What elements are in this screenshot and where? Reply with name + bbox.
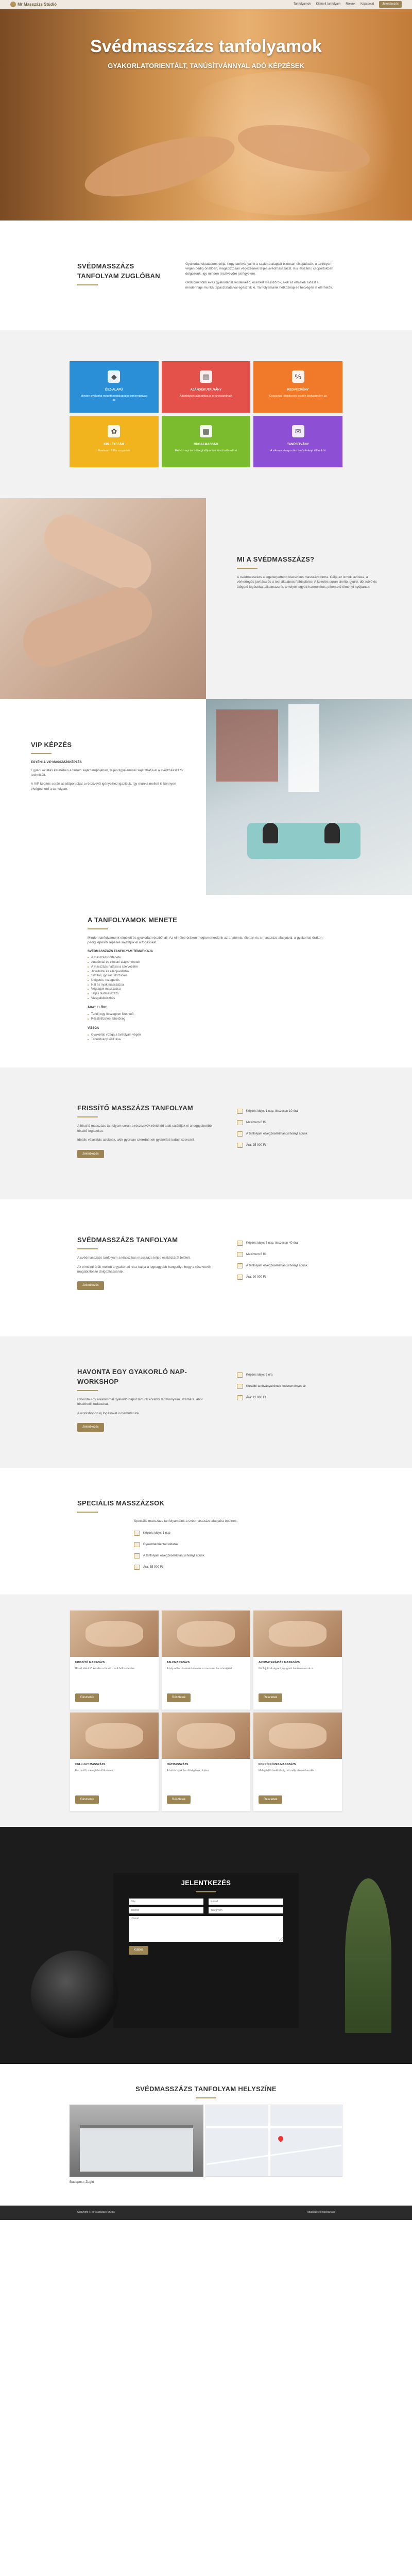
certificate-icon — [237, 1263, 243, 1268]
card-details-button[interactable]: Részletek — [75, 1795, 99, 1804]
feature-desc: Minden gyakorlat mögött megalapozott ismeretanyag áll — [80, 394, 147, 402]
hero-banner — [0, 9, 412, 221]
massage-card: FORRÓ KÖVES MASSZÁZS Melegített kövekkel végzett mélyrelaxáló kezelés. Részletek — [253, 1712, 342, 1812]
course-frissito — [0, 1067, 412, 1199]
contact-panel — [113, 1873, 299, 2028]
card-photo — [253, 1713, 342, 1759]
brand-name: Mr Masszázs Stúdió — [18, 2, 57, 7]
massage-card: FRISSÍTŐ MASSZÁZS Rövid, élénkítő kezelés a fáradt izmok felfrissítésére. Részletek — [70, 1610, 159, 1710]
about-title: MI A SVÉDMASSZÁZS? — [237, 555, 315, 564]
nav-signup-button[interactable]: Jelentkezés — [379, 1, 402, 8]
stones-image — [31, 1951, 118, 2038]
course-detail: Ára: 12 000 Ft — [237, 1395, 335, 1400]
feature-tile — [253, 416, 342, 467]
list-item: ■ A masszázs hatásai a szervezetre — [88, 965, 324, 970]
feature-title: ÉSZ-ALAPÚ — [105, 388, 123, 392]
course-detail: Maximum 6 fő — [237, 1252, 335, 1257]
card-photo — [70, 1611, 159, 1657]
group-icon — [237, 1252, 243, 1257]
card-details-button[interactable]: Részletek — [167, 1795, 191, 1804]
card-photo — [253, 1611, 342, 1657]
list-item: ■ Gyakorlati vizsga a tanfolyam végén — [88, 1033, 324, 1038]
certificate-icon: ✉ — [292, 425, 304, 437]
list-item: ■ Anatómiai és élettani alapismeretek — [88, 960, 324, 965]
special-detail: Ára: 35 000 Ft — [134, 1565, 335, 1570]
card-details-button[interactable]: Részletek — [167, 1693, 191, 1702]
intro-paragraph: Gyakorlati oktatásunk célja, hogy tanítványaink a szakma alapjait biztosan elsajátítsák, a tanfolyam végén pedig önállóan, magabiztosan végezzenek teljes svédmasszázst. Kis létszámú csoportokban dolgozunk, így minden résztvevőre jut figyelem. — [185, 262, 333, 276]
hero-subtitle: GYAKORLATORIENTÁLT, TANÚSÍTVÁNNYAL ADÓ KÉPZÉSEK — [108, 62, 304, 70]
contact-title: JELENTKEZÉS — [181, 1879, 231, 1887]
map-pin-icon[interactable] — [277, 2135, 284, 2142]
feature-tile — [70, 361, 159, 413]
feature-desc: Csoportos jelentkezés esetén kedvezmény jár — [269, 394, 327, 398]
vip-title: VIP KÉPZÉS — [31, 741, 72, 749]
card-photo — [70, 1713, 159, 1759]
card-details-button[interactable]: Részletek — [259, 1693, 282, 1702]
list-item: ■ Részletfizetési lehetőség — [88, 1017, 324, 1022]
hero-title: Svédmasszázs tanfolyamok — [90, 37, 322, 56]
price-icon — [237, 1275, 243, 1280]
list-item: ■ Vizsgafelkészítés — [88, 996, 324, 1001]
about-section — [0, 498, 412, 699]
feature-tile — [70, 416, 159, 467]
feature-tile — [162, 416, 251, 467]
calendar-icon: ▤ — [200, 425, 212, 437]
course-detail: Korábbi tanítványainknak kedvezményes ár — [237, 1384, 335, 1389]
course-detail: Képzés ideje: 5 nap, összesen 40 óra — [237, 1241, 335, 1246]
course-detail: A tanfolyam elvégzéséről tanúsítványt adunk — [237, 1131, 335, 1137]
feature-tile — [253, 361, 342, 413]
course-paragraph: A svédmasszázs tanfolyam a klasszikus masszázs teljes eszköztárát felöleli. — [77, 1256, 191, 1260]
list-item: ■ Javallatok és ellenjavallatok — [88, 970, 324, 974]
special-intro: Speciális masszázs tanfolyamaink a svédmasszázs alapjaira épülnek. — [134, 1519, 238, 1523]
building-photo — [70, 2105, 203, 2177]
lotus-icon: ✿ — [108, 425, 120, 437]
intro-paragraph: Oktatóink több éves gyakorlattal rendelkező, elismert masszőrök, akik az elméleti tudást a mindennapi munka tapasztalataival egészítik ki. Tanfolyamaink hétköznap és hétvégén is elérhetők. — [185, 281, 333, 290]
course-detail: Képzés ideje: 1 nap, összesen 10 óra — [237, 1109, 335, 1114]
feature-title: AJÁNDÉKUTALVÁNY — [190, 388, 222, 392]
nav-link-courses[interactable]: Tanfolyamok — [293, 3, 311, 6]
phone-field[interactable] — [129, 1907, 203, 1913]
vip-photo — [206, 699, 412, 895]
course-title: SVÉDMASSZÁZS TANFOLYAM — [77, 1236, 178, 1244]
list-item: ■ Hát és nyak masszázsa — [88, 983, 324, 988]
list-item: ■ Simítás, gyúrás, dörzsölés — [88, 974, 324, 978]
massage-photo — [0, 498, 206, 699]
steps-list-title: SVÉDMASSZÁZS TANFOLYAM TEMATIKÁJA — [88, 950, 153, 953]
feature-title: KIS LÉTSZÁM — [104, 443, 125, 447]
vip-subtitle: EGYÉNI & VIP MASSZÁZSKÉPZÉS — [31, 760, 82, 764]
list-item: ■ Teljes testmasszázs — [88, 992, 324, 996]
steps-intro: Minden tanfolyamunk elméleti és gyakorlati részből áll. Az elméleti órákon megismerkedünk az anatómia, élettan és a masszázs alapjaival, a gyakorlati órákon pedig lépésről lépésre sajátítjuk el a fogásokat. — [88, 936, 322, 945]
special-section — [0, 1468, 412, 1595]
gift-icon: ▦ — [200, 370, 212, 383]
steps-list — [88, 956, 324, 1001]
leaf-image — [345, 1878, 391, 2033]
massage-card: TALPMASSZÁZS A talp reflexzónáinak kezelése a szervezet harmóniájáért. Részletek — [161, 1610, 251, 1710]
diamond-icon: ◆ — [108, 370, 120, 383]
location-map[interactable] — [205, 2105, 342, 2177]
nav-link-about[interactable]: Rólunk — [346, 3, 355, 6]
list-item: ■ A masszázs története — [88, 956, 324, 960]
clock-icon — [134, 1531, 140, 1536]
feature-desc: A sikeres vizsga után tanúsítványt állítunk ki — [270, 449, 326, 452]
course-paragraph: A frissítő masszázs tanfolyam során a résztvevők rövid idő alatt sajátítják el a leggyakoribb frissítő fogásokat. — [77, 1124, 212, 1133]
course-paragraph: Az elméleti órák mellett a gyakorlati rész kapja a legnagyobb hangsúlyt, hogy a résztvevők magabiztosan dolgozhassanak. — [77, 1265, 212, 1274]
intro-section — [0, 221, 412, 330]
card-details-button[interactable]: Részletek — [75, 1693, 99, 1702]
message-field[interactable] — [129, 1916, 283, 1942]
massage-card: CELLULIT MASSZÁZS Feszesítő, méregtelenítő kezelés. Részletek — [70, 1712, 159, 1812]
contact-section — [0, 1827, 412, 2064]
vip-paragraph: A VIP képzés során az időpontokat a résztvevő igényeihez igazítjuk, így munka mellett is könnyen elvégezhető a tanfolyam. — [31, 782, 176, 791]
special-detail: Képzés ideje: 1 nap — [134, 1531, 335, 1536]
location-title: SVÉDMASSZÁZS TANFOLYAM HELYSZÍNE — [135, 2085, 277, 2093]
certificate-icon — [134, 1553, 140, 1558]
footer-copyright: Copyright © Mr Masszázs Stúdió — [77, 2210, 115, 2214]
special-cards — [0, 1595, 412, 1827]
footer-privacy-link[interactable]: Adatkezelési tájékoztató — [307, 2210, 335, 2214]
course-detail: Ára: 25 000 Ft — [237, 1143, 335, 1148]
course-detail: Ára: 90 000 Ft — [237, 1275, 335, 1280]
course-signup-button[interactable]: Jelentkezés — [77, 1281, 104, 1290]
feature-title: TANÚSÍTVÁNY — [287, 443, 309, 447]
clock-icon — [237, 1241, 243, 1246]
course-signup-button[interactable]: Jelentkezés — [77, 1150, 104, 1159]
course-detail: Maximum 6 fő — [237, 1120, 335, 1125]
clock-icon — [237, 1109, 243, 1114]
nav-link-featured[interactable]: Kiemelt tanfolyam — [316, 3, 341, 6]
logo-icon — [10, 2, 16, 7]
price-icon — [237, 1143, 243, 1148]
footer — [0, 2206, 412, 2220]
feature-title: KEDVEZMÉNY — [287, 388, 309, 392]
course-paragraph: Havonta egy alkalommal gyakorló napot tartunk korábbi tanítványaink számára, ahol frissíthetik tudásukat. — [77, 1397, 203, 1406]
feature-desc: Hétköznapi és hétvégi időpontok közül választhat — [175, 449, 237, 452]
price-icon — [237, 1395, 243, 1400]
special-detail: Gyakorlatorientált oktatás — [134, 1542, 335, 1547]
group-icon — [134, 1542, 140, 1547]
submit-button[interactable]: Küldés — [129, 1946, 148, 1955]
course-svedmasszazs — [0, 1199, 412, 1336]
certificate-icon — [237, 1131, 243, 1137]
price-icon — [134, 1565, 140, 1570]
steps-title: A TANFOLYAMOK MENETE — [88, 916, 178, 924]
nav-link-contact[interactable]: Kapcsolat — [360, 3, 374, 6]
top-navbar — [0, 0, 412, 9]
vip-paragraph: Egyéni oktatás keretében a tanuló saját tempójában, teljes figyelemmel sajátíthatja el a svédmasszázs technikáit. — [31, 768, 183, 777]
contact-form — [129, 1899, 283, 1942]
list-item: ■ Tandíj egy összegben fizethető — [88, 1012, 324, 1017]
card-details-button[interactable]: Részletek — [259, 1795, 282, 1804]
course-detail: A tanfolyam elvégzéséről tanúsítványt adunk — [237, 1263, 335, 1268]
percent-icon: % — [292, 370, 304, 383]
feature-tile — [162, 361, 251, 413]
massage-card: HÁTMASSZÁZS A hát és nyak feszültségének oldása. Részletek — [161, 1712, 251, 1812]
location-address: Budapest, Zugló — [70, 2180, 94, 2184]
group-icon — [237, 1120, 243, 1125]
course-workshop — [0, 1336, 412, 1468]
steps-section — [0, 895, 412, 1067]
email-field[interactable] — [209, 1899, 283, 1905]
special-title: SPECIÁLIS MASSZÁZSOK — [77, 1499, 165, 1507]
massage-card: AROMATERÁPIÁS MASSZÁZS Illóolajokkal végzett, nyugtató hatású masszázs. Részletek — [253, 1610, 342, 1710]
list-item: ■ Tanúsítvány kiállítása — [88, 1038, 324, 1042]
intro-title: SVÉDMASSZÁZS TANFOLYAM ZUGLÓBAN — [77, 262, 160, 280]
clock-icon — [237, 1372, 243, 1378]
feature-desc: Maximum 6 fős csoportok — [97, 449, 130, 452]
about-paragraph: A svédmasszázs a legelterjedtebb klasszikus masszázsforma. Célja az izmok lazítása, a vérkeringés javítása és a test általános felfrissítése. A kezelés során simító, gyúró, dörzsölő és ütögető fogásokat alkalmazunk, amelyek együtt harmonikus, pihentető élményt nyújtanak. — [237, 575, 377, 589]
course-signup-button[interactable]: Jelentkezés — [77, 1423, 104, 1432]
course-select[interactable] — [209, 1907, 283, 1913]
feature-desc: A tanfolyam ajándékba is megvásárolható — [180, 394, 232, 398]
features-grid — [0, 330, 412, 498]
location-section — [0, 2064, 412, 2205]
course-paragraph: Ideális választás azoknak, akik gyorsan szeretnének gyakorlati tudást szerezni. — [77, 1138, 195, 1142]
card-photo — [162, 1713, 250, 1759]
vip-section — [0, 699, 412, 895]
steps-sub2-title: VIZSGA — [88, 1027, 99, 1030]
steps-sub1-title: ÁRAT ELŐRE — [88, 1006, 108, 1010]
name-field[interactable] — [129, 1899, 203, 1905]
special-detail: A tanfolyam elvégzéséről tanúsítványt adunk — [134, 1553, 335, 1558]
course-title: FRISSÍTŐ MASSZÁZS TANFOLYAM — [77, 1104, 194, 1112]
brand-logo[interactable] — [10, 2, 288, 8]
course-detail: Képzés ideje: 5 óra — [237, 1372, 335, 1378]
course-title: HAVONTA EGY GYAKORLÓ NAP- WORKSHOP — [77, 1368, 187, 1385]
course-paragraph: A workshopon új fogásokat is bemutatunk. — [77, 1411, 140, 1415]
card-photo — [162, 1611, 250, 1657]
list-item: ■ Végtagok masszázsa — [88, 987, 324, 992]
list-item: ■ Ütögetés, rezegtetés — [88, 978, 324, 983]
group-icon — [237, 1384, 243, 1389]
feature-title: RUGALMASSÁG — [194, 443, 218, 447]
